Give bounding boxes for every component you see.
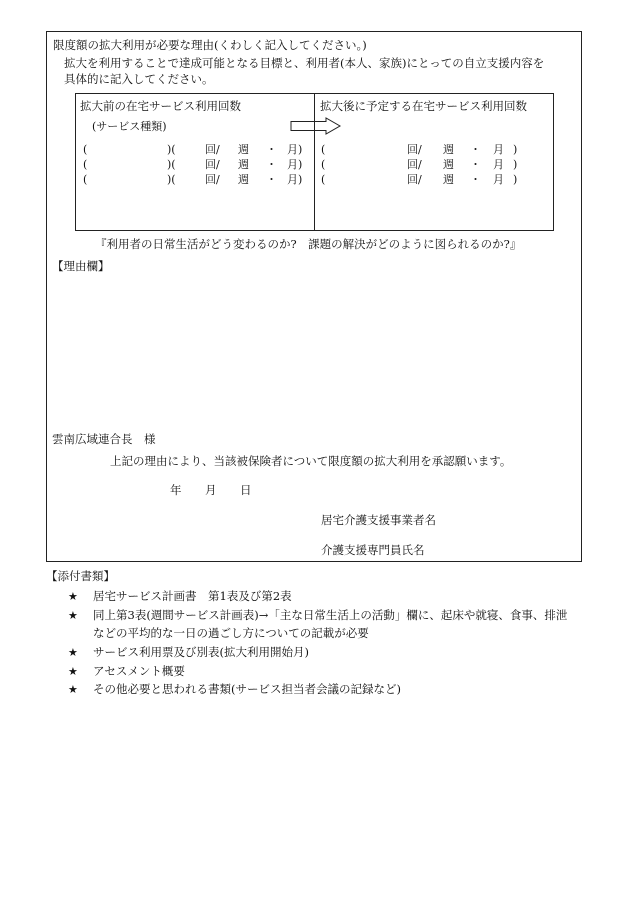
care-manager-label: 介護支援専門員氏名 [321,543,425,557]
attachment-item: アセスメント概要 [93,664,185,678]
request-text: 上記の理由により、当該被保険者について限度額の拡大利用を承認願います。 [110,454,512,468]
star-icon: ★ [68,646,78,659]
attachment-item: 同上第3表(週間サービス計画表)→「主な日常生活上の活動」欄に、起床や就寝、食事、排泄 [93,608,568,622]
attachments-label: 【添付書類】 [46,569,115,583]
after-row: ( 回/ 週 ・ 月 ) [321,173,518,186]
office-label: 居宅介護支援事業者名 [321,513,436,527]
before-subtitle: (サービス種類) [92,120,167,133]
star-icon: ★ [68,590,78,603]
attachment-item: その他必要と思われる書類(サービス担当者会議の記録など) [93,682,401,696]
attachment-item: サービス利用票及び別表(拡大利用開始月) [93,645,309,659]
date-year-label: 年 [170,483,182,497]
instruction-line-1: 拡大を利用することで達成可能となる目標と、利用者(本人、家族)にとっての自立支援内容を [64,56,545,70]
section-title: 限度額の拡大利用が必要な理由(くわしく記入してください。) [53,38,367,52]
after-row: ( 回/ 週 ・ 月 ) [321,143,518,156]
question-prompt: 『利用者の日常生活がどう変わるのか? 課題の解決がどのように図られるのか?』 [95,237,522,251]
star-icon: ★ [68,665,78,678]
after-title: 拡大後に予定する在宅サービス利用回数 [320,99,527,113]
attachment-item: 居宅サービス計画書 第1表及び第2表 [93,589,292,603]
star-icon: ★ [68,683,78,696]
star-icon: ★ [68,609,78,622]
before-title: 拡大前の在宅サービス利用回数 [80,99,241,113]
date-month-label: 月 [205,483,217,497]
reason-label: 【理由欄】 [52,259,110,273]
before-row: ( )( 回/ 週 ・ 月) [83,173,303,186]
addressee: 雲南広域連合長 様 [52,432,156,446]
attachment-item-continued: などの平均的な一日の過ごし方についての記載が必要 [93,626,369,640]
before-row: ( )( 回/ 週 ・ 月) [83,143,303,156]
before-row: ( )( 回/ 週 ・ 月) [83,158,303,171]
date-day-label: 日 [240,483,252,497]
arrow-right-icon [290,117,342,135]
instruction-line-2: 具体的に記入してください。 [64,72,214,86]
after-row: ( 回/ 週 ・ 月 ) [321,158,518,171]
